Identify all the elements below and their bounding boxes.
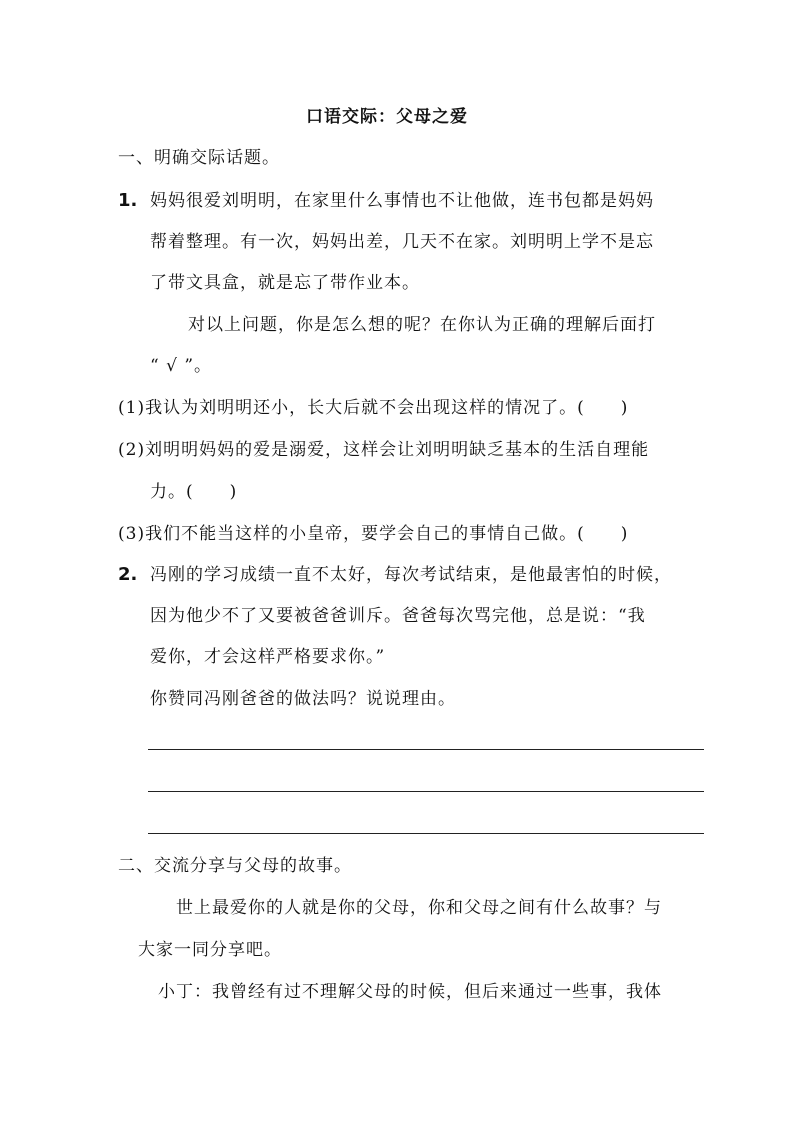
option-3-marker: (3): [118, 524, 146, 544]
q1-prompt-line-1: 对以上问题，你是怎么想的呢？在你认为正确的理解后面打: [188, 315, 656, 335]
q1-line-1: 妈妈很爱刘明明，在家里什么事情也不让他做，连书包都是妈妈: [150, 191, 654, 211]
q2-line-1: 冯刚的学习成绩一直不太好，每次考试结束，是他最害怕的时候，: [150, 565, 672, 585]
q2-question: 你赞同冯刚爸爸的做法吗？说说理由。: [150, 689, 456, 709]
dialogue-line: 小丁：我曾经有过不理解父母的时候，但后来通过一些事，我体: [158, 982, 662, 1002]
section2-line-2: 大家一同分享吧。: [138, 940, 282, 960]
option-3-text: 我们不能当这样的小皇帝，要学会自己的事情自己做。( ): [145, 524, 629, 544]
answer-line-2[interactable]: [148, 791, 704, 792]
q1-prompt-line-2: “ √ ”。: [150, 356, 213, 376]
option-1-marker: (1): [118, 398, 146, 418]
option-2-continuation: 力。( ): [150, 482, 238, 502]
option-2-text: 刘明明妈妈的爱是溺爱，这样会让刘明明缺乏基本的生活自理能: [145, 440, 650, 460]
page-title: 口语交际：父母之爱: [306, 107, 468, 127]
option-3: [118, 523, 628, 545]
option-2-marker: (2): [118, 440, 146, 460]
option-1: [118, 397, 628, 419]
option-1-text: 我认为刘明明还小，长大后就不会出现这样的情况了。( ): [145, 398, 629, 418]
q1-number: 1.: [118, 190, 138, 211]
q1-line-2: 帮着整理。有一次，妈妈出差，几天不在家。刘明明上学不是忘: [150, 232, 654, 252]
answer-line-1[interactable]: [148, 749, 704, 750]
section2-heading: 二、交流分享与父母的故事。: [118, 856, 352, 876]
q2-line-3: 爱你，才会这样严格要求你。”: [150, 647, 386, 667]
q2-line-2: 因为他少不了又要被爸爸训斥。爸爸每次骂完他，总是说：“我: [150, 606, 646, 626]
option-2: [118, 439, 649, 461]
answer-line-3[interactable]: [148, 833, 704, 834]
q2-number: 2.: [118, 564, 138, 585]
section1-heading: 一、明确交际话题。: [118, 148, 280, 168]
q1-line-3: 了带文具盒，就是忘了带作业本。: [150, 273, 420, 293]
section2-line-1: 世上最爱你的人就是你的父母，你和父母之间有什么故事？与: [176, 898, 662, 918]
